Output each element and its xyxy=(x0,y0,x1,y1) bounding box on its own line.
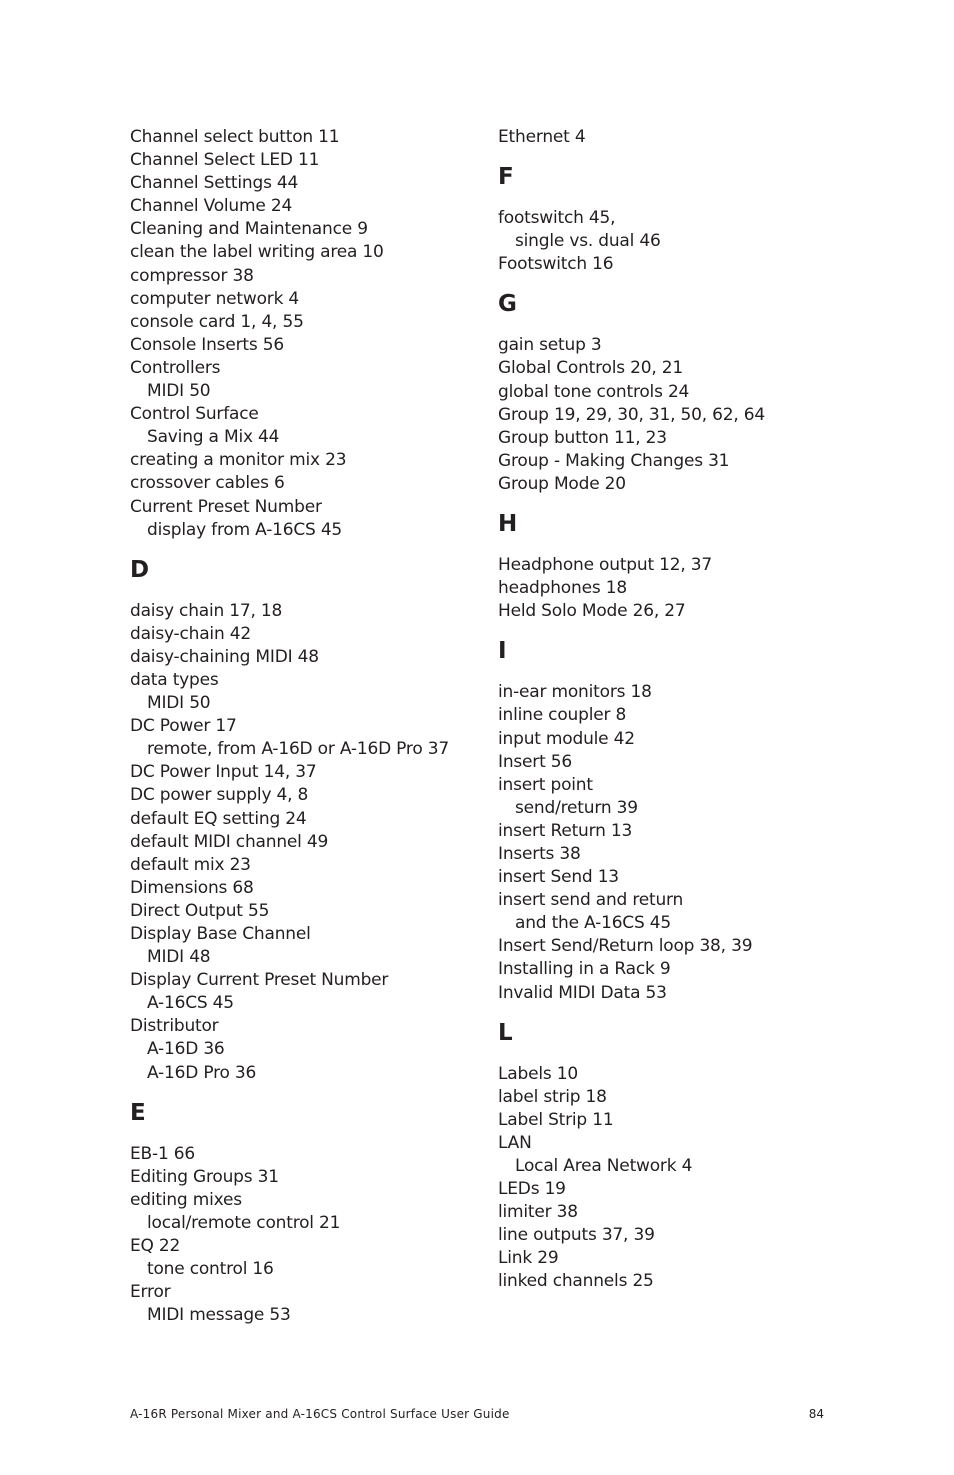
index-entry: Group - Making Changes 31 xyxy=(498,450,730,471)
index-subentry: A-16D Pro 36 xyxy=(147,1062,257,1083)
footer-title: A-16R Personal Mixer and A-16CS Control Surface User Guide xyxy=(130,1407,510,1421)
index-subentry: MIDI 50 xyxy=(147,381,211,402)
index-entry: global tone controls 24 xyxy=(498,381,690,402)
index-entry: default EQ setting 24 xyxy=(130,808,307,829)
index-entry: computer network 4 xyxy=(130,288,300,309)
index-entry: Group 19, 29, 30, 31, 50, 62, 64 xyxy=(498,404,766,425)
index-entry: Display Base Channel xyxy=(130,924,311,944)
index-subentry: single vs. dual 46 xyxy=(515,231,661,252)
index-subentry: display from A-16CS 45 xyxy=(147,519,343,540)
index-entry: EB-1 66 xyxy=(130,1143,195,1164)
index-entry: Footswitch 16 xyxy=(498,254,614,275)
index-entry: Insert Send/Return loop 38, 39 xyxy=(498,936,753,957)
index-entry: EQ 22 xyxy=(130,1236,181,1257)
index-section-letter: G xyxy=(498,291,517,318)
index-entry: default MIDI channel 49 xyxy=(130,831,329,852)
index-subentry: send/return 39 xyxy=(515,797,638,818)
index-entry: Channel select button 11 xyxy=(130,127,340,147)
index-entry: LAN xyxy=(498,1132,532,1153)
index-entry: console card 1, 4, 55 xyxy=(130,311,304,332)
index-column-right xyxy=(498,126,828,1294)
index-entry: Headphone output 12, 37 xyxy=(498,555,713,576)
index-subentry: Local Area Network 4 xyxy=(515,1156,693,1176)
index-entry: Channel Volume 24 xyxy=(130,196,293,217)
index-subentry: MIDI 48 xyxy=(147,947,211,968)
index-entry: compressor 38 xyxy=(130,265,254,286)
index-entry: input module 42 xyxy=(498,728,635,749)
index-subentry: remote, from A-16D or A-16D Pro 37 xyxy=(147,739,449,760)
index-entry: footswitch 45, xyxy=(498,208,616,229)
index-entry: Console Inserts 56 xyxy=(130,334,284,355)
index-entry: Label Strip 11 xyxy=(498,1109,614,1130)
index-entry: Display Current Preset Number xyxy=(130,970,389,991)
index-entry: Editing Groups 31 xyxy=(130,1166,279,1187)
index-column-left xyxy=(130,126,480,1327)
index-entry: label strip 18 xyxy=(498,1086,607,1107)
index-entry: Held Solo Mode 26, 27 xyxy=(498,601,686,622)
index-subentry: A-16D 36 xyxy=(147,1039,225,1060)
index-subentry: MIDI 50 xyxy=(147,693,211,714)
index-entry: editing mixes xyxy=(130,1189,242,1210)
index-section-letter: E xyxy=(130,1099,146,1126)
index-section-letter: F xyxy=(498,164,514,191)
index-entry: Installing in a Rack 9 xyxy=(498,959,671,980)
index-entry: clean the label writing area 10 xyxy=(130,242,384,263)
index-entry: Insert 56 xyxy=(498,751,572,772)
index-section-letter: L xyxy=(498,1019,513,1046)
index-entry: insert send and return xyxy=(498,890,684,911)
index-entry: DC power supply 4, 8 xyxy=(130,785,309,806)
index-entry: Cleaning and Maintenance 9 xyxy=(130,219,368,240)
index-entry: Invalid MIDI Data 53 xyxy=(498,982,667,1003)
index-entry: Ethernet 4 xyxy=(498,127,586,147)
page-number: 84 xyxy=(808,1407,824,1421)
index-entry: line outputs 37, 39 xyxy=(498,1225,655,1246)
index-entry: data types xyxy=(130,669,219,690)
index-entry: default mix 23 xyxy=(130,854,251,875)
index-entry: headphones 18 xyxy=(498,578,627,599)
index-entry: linked channels 25 xyxy=(498,1271,654,1292)
index-entry: LEDs 19 xyxy=(498,1179,566,1200)
index-entry: Channel Settings 44 xyxy=(130,173,299,194)
index-subentry: tone control 16 xyxy=(147,1259,274,1280)
index-entry: Dimensions 68 xyxy=(130,877,254,898)
index-entry: Link 29 xyxy=(498,1248,559,1269)
index-subentry: and the A-16CS 45 xyxy=(515,913,672,934)
index-entry: Control Surface xyxy=(130,404,259,425)
index-subentry: Saving a Mix 44 xyxy=(147,427,280,448)
index-entry: in-ear monitors 18 xyxy=(498,682,652,703)
index-entry: Group Mode 20 xyxy=(498,473,626,494)
index-subentry: MIDI message 53 xyxy=(147,1305,291,1326)
index-entry: inline coupler 8 xyxy=(498,705,627,726)
index-entry: Distributor xyxy=(130,1016,219,1037)
index-entry: Global Controls 20, 21 xyxy=(498,358,684,379)
index-entry: Group button 11, 23 xyxy=(498,427,667,448)
index-entry: Current Preset Number xyxy=(130,496,322,517)
index-entry: DC Power Input 14, 37 xyxy=(130,762,317,783)
index-entry: Labels 10 xyxy=(498,1063,578,1084)
index-entry: daisy-chaining MIDI 48 xyxy=(130,646,319,667)
index-entry: creating a monitor mix 23 xyxy=(130,450,347,471)
index-entry: Channel Select LED 11 xyxy=(130,150,320,171)
index-section-letter: I xyxy=(498,638,507,665)
index-entry: insert Send 13 xyxy=(498,867,619,888)
index-entry: Direct Output 55 xyxy=(130,900,270,921)
index-entry: limiter 38 xyxy=(498,1202,578,1223)
index-entry: insert point xyxy=(498,774,593,795)
index-subentry: local/remote control 21 xyxy=(147,1212,341,1233)
index-entry: crossover cables 6 xyxy=(130,473,285,494)
index-entry: Error xyxy=(130,1282,171,1303)
index-section-letter: H xyxy=(498,511,518,538)
index-entry: Controllers xyxy=(130,357,221,378)
index-entry: gain setup 3 xyxy=(498,335,602,356)
index-entry: Inserts 38 xyxy=(498,843,581,864)
index-entry: DC Power 17 xyxy=(130,716,237,737)
index-section-letter: D xyxy=(130,556,150,583)
index-entry: insert Return 13 xyxy=(498,820,633,841)
index-entry: daisy chain 17, 18 xyxy=(130,600,283,621)
index-entry: daisy-chain 42 xyxy=(130,623,251,644)
index-subentry: A-16CS 45 xyxy=(147,993,234,1014)
